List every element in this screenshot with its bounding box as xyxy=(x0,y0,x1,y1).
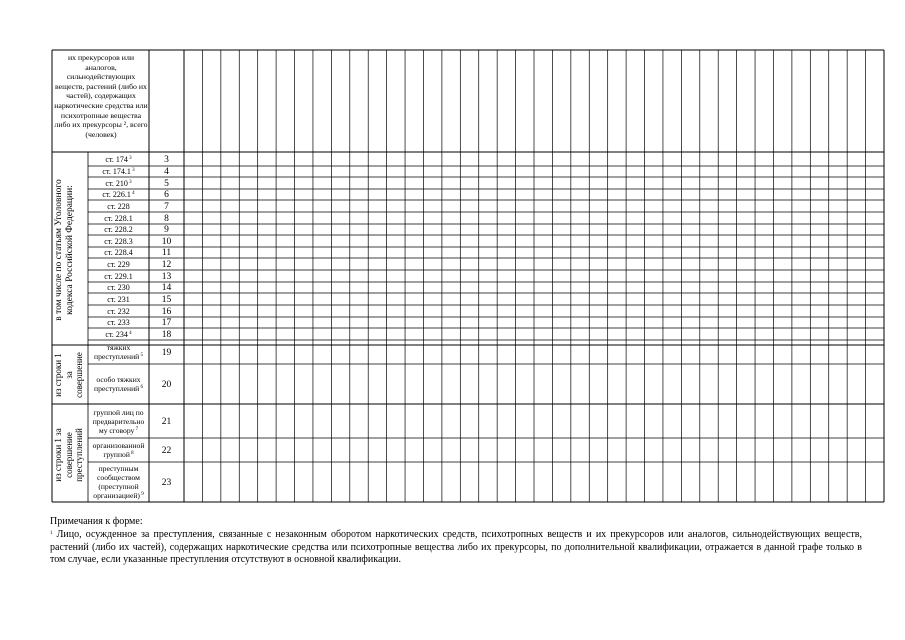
article-label-text-15: ст. 231 xyxy=(107,294,130,304)
article-row-number-4: 4 xyxy=(164,167,169,177)
group3-row-number-22: 22 xyxy=(161,445,172,456)
group3-footnote-ref-21: 7 xyxy=(134,426,139,432)
article-footnote-ref-18: 4 xyxy=(127,330,132,336)
article-label-17 xyxy=(89,318,148,327)
article-label-7 xyxy=(89,202,148,211)
article-label-4 xyxy=(89,167,148,176)
group3-label-text-22: организованной группой xyxy=(92,441,145,459)
article-label-11 xyxy=(89,248,148,257)
article-label-text-7: ст. 228 xyxy=(107,201,130,211)
participants-group-label-line2: совершение xyxy=(63,432,74,478)
article-label-3 xyxy=(89,155,148,164)
article-row-number-17: 17 xyxy=(161,318,172,328)
article-label-text-8: ст. 228.1 xyxy=(104,213,133,223)
article-row-number-8: 8 xyxy=(164,213,169,224)
group3-row-number-21: 21 xyxy=(161,416,172,427)
group2-footnote-ref-19: 5 xyxy=(139,353,143,358)
article-label-6 xyxy=(89,190,148,199)
severity-group-label-line3: совершение xyxy=(74,352,84,398)
article-row-number-10: 10 xyxy=(161,236,172,247)
article-row-number-18: 18 xyxy=(161,329,172,340)
article-label-text-17: ст. 233 xyxy=(107,318,130,327)
article-row-number-16: 16 xyxy=(161,306,172,317)
article-label-text-18: ст. 234 xyxy=(105,329,128,339)
article-label-text-14: ст. 230 xyxy=(107,283,130,292)
article-label-text-4: ст. 174.1 xyxy=(102,167,131,176)
group2-label-20 xyxy=(89,375,148,393)
notes-title: Примечания к форме: xyxy=(50,516,143,527)
article-row-number-9: 9 xyxy=(164,225,169,235)
article-row-number-11: 11 xyxy=(161,248,172,258)
article-row-number-15: 15 xyxy=(161,294,172,305)
article-footnote-ref-3: 3 xyxy=(127,155,132,161)
article-label-text-13: ст. 229.1 xyxy=(104,271,133,281)
article-label-9 xyxy=(89,225,148,234)
group3-footnote-ref-23: 9 xyxy=(139,492,144,497)
article-label-10 xyxy=(89,237,148,246)
articles-group-label-line2: кодекса Российской Федерации: xyxy=(65,185,75,315)
article-label-5 xyxy=(89,179,148,188)
footnote-1 xyxy=(50,529,862,566)
article-footnote-ref-6: 4 xyxy=(130,191,135,196)
article-label-text-3: ст. 174 xyxy=(105,154,128,164)
group3-label-text-21: группой лиц по предварительно му сговору xyxy=(92,407,145,435)
footnote-1-text: Лицо, осужденное за преступления, связанные с незаконным оборотом наркотических средств, психотропных веществ и их прекурсоров или аналогов, сильнодействующих веществ, растений (либо их частей), содержащих наркотические средства или психотропные вещества либо их прекурсоры, по дополнительной квалификации, отражается в данной графе только в том случае, если указанные преступления отсутствуют в основной квалификации. xyxy=(50,529,863,565)
article-label-15 xyxy=(89,295,148,304)
article-label-text-11: ст. 228.4 xyxy=(104,248,133,257)
footnote-1-marker: 1 xyxy=(50,531,53,537)
article-label-text-16: ст. 232 xyxy=(107,306,130,316)
article-label-text-12: ст. 229 xyxy=(107,259,130,269)
article-label-18 xyxy=(89,330,148,339)
article-footnote-ref-5: 3 xyxy=(127,179,132,185)
article-label-text-9: ст. 228.2 xyxy=(104,225,133,234)
article-row-number-7: 7 xyxy=(164,201,169,212)
group2-label-19 xyxy=(89,343,148,361)
participants-group-label xyxy=(53,408,85,502)
group2-footnote-ref-20: 6 xyxy=(139,385,143,390)
participants-group-label-line1: из строки 1 за xyxy=(53,428,63,482)
form-notes xyxy=(50,516,862,566)
group3-label-22 xyxy=(89,441,148,459)
severity-group-label-line2: за xyxy=(63,371,74,379)
article-label-text-10: ст. 228.3 xyxy=(104,236,133,246)
severity-group-label xyxy=(53,343,85,407)
severity-group-label-line1: из строки 1 xyxy=(53,353,63,397)
group3-label-21 xyxy=(89,408,148,435)
group3-label-text-23: преступным сообществом (преступной организацией) xyxy=(93,464,140,500)
article-label-8 xyxy=(89,214,148,223)
group2-row-number-19: 19 xyxy=(161,347,172,358)
articles-group-label xyxy=(54,155,76,345)
group2-label-text-20: особо тяжких преступлений xyxy=(94,375,141,393)
article-label-text-5: ст. 210 xyxy=(105,178,128,188)
participants-group-label-line3: преступлений xyxy=(74,428,84,482)
article-row-number-3: 3 xyxy=(164,154,169,165)
group3-label-23 xyxy=(89,464,148,500)
article-footnote-ref-4: 3 xyxy=(130,168,135,173)
group2-row-number-20: 20 xyxy=(161,379,172,390)
article-row-number-6: 6 xyxy=(164,190,169,200)
article-label-12 xyxy=(89,260,148,269)
article-label-13 xyxy=(89,272,148,281)
group3-row-number-23: 23 xyxy=(161,477,172,488)
article-label-16 xyxy=(89,307,148,316)
article-row-number-12: 12 xyxy=(161,259,172,270)
header-row-label: их прекурсоров или аналогов, сильнодействующих веществ, растений (либо их частей), содержащих наркотические средства или психотропные вещества либо их прекурсоры ², всего (человек) xyxy=(54,53,148,139)
article-label-text-6: ст. 226.1 xyxy=(102,190,131,199)
article-row-number-14: 14 xyxy=(161,283,172,293)
articles-group-label-line1: в том числе по статьям Уголовного xyxy=(54,179,64,321)
group3-footnote-ref-22: 8 xyxy=(129,451,134,456)
article-row-number-13: 13 xyxy=(161,271,172,282)
article-label-14 xyxy=(89,283,148,292)
article-row-number-5: 5 xyxy=(164,178,169,189)
group2-label-text-19: тяжких преступлений xyxy=(94,343,140,361)
